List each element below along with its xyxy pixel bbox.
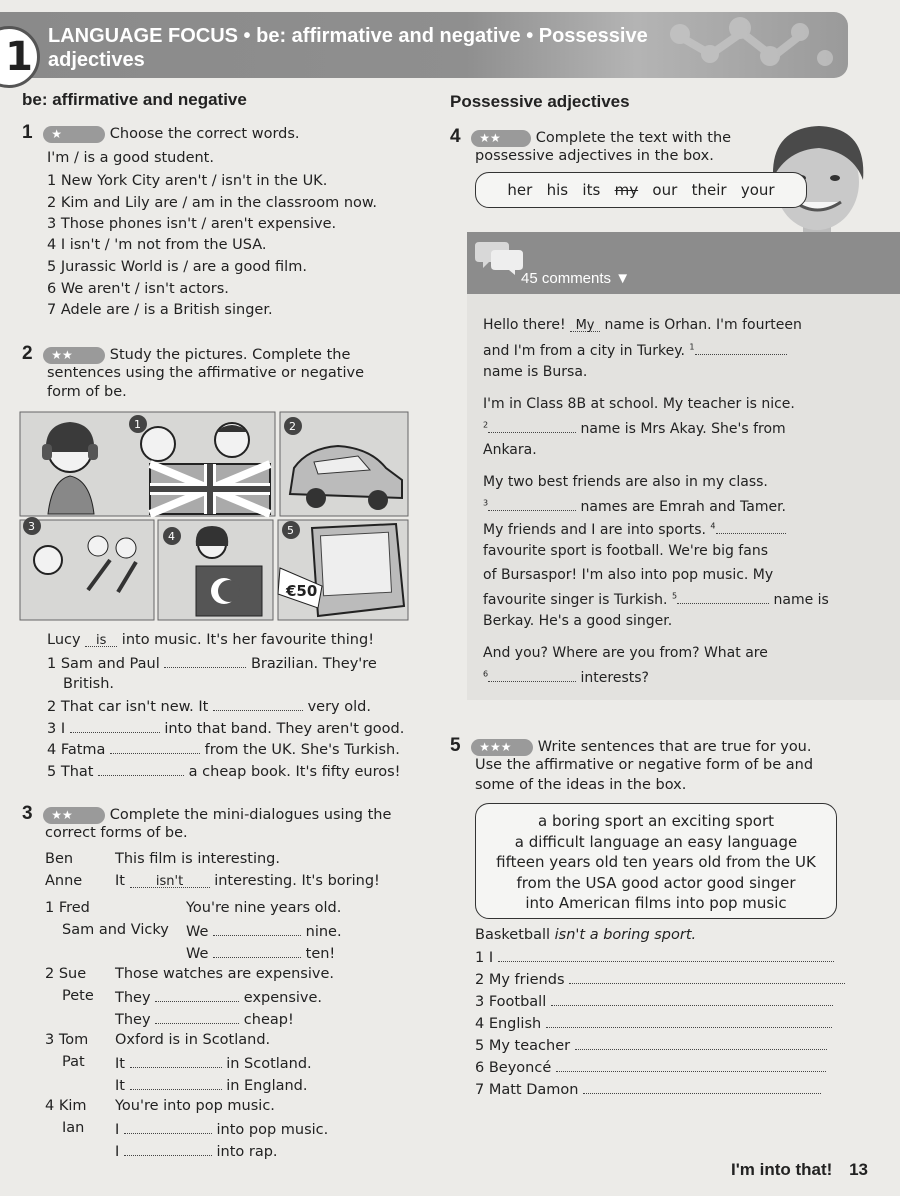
picture-label: 3 xyxy=(28,520,35,533)
answer-blank[interactable] xyxy=(110,740,200,754)
unit-title: I'm into that! xyxy=(731,1160,833,1179)
exercise-1-example: I'm / is a good student. xyxy=(47,150,214,166)
speaker-name: 3 Tom xyxy=(45,1032,89,1048)
dialogue-line: We nine. xyxy=(186,924,342,940)
speaker-name: Anne xyxy=(45,873,83,889)
speaker-name: Ben xyxy=(45,851,74,867)
ex2-item: 2 That car isn't new. It very old. xyxy=(47,699,371,715)
ex2-item: 1 Sam and Paul Brazilian. They're xyxy=(47,656,377,672)
dialogue-line: Oxford is in Scotland. xyxy=(115,1032,271,1048)
unit-number: 1 xyxy=(0,26,40,88)
exercise-instruction: form of be. xyxy=(47,384,127,400)
picture-label: 2 xyxy=(289,420,296,433)
ex2-item: 5 That a cheap book. It's fifty euros! xyxy=(47,764,401,780)
answer-blank[interactable] xyxy=(213,697,303,711)
dialogue-line: It in Scotland. xyxy=(115,1056,312,1072)
comments-bar xyxy=(467,232,900,294)
dialogue-line: They expensive. xyxy=(115,990,323,1006)
word-option: her xyxy=(507,181,533,199)
blog-line: My two best friends are also in my class. xyxy=(483,474,768,490)
answer-blank[interactable] xyxy=(70,719,160,733)
answer-blank[interactable] xyxy=(569,970,845,984)
blog-line: And you? Where are you from? What are xyxy=(483,645,768,661)
speaker-name: 4 Kim xyxy=(45,1098,87,1114)
dialogue-line: It isn't interesting. It's boring! xyxy=(115,873,380,889)
dialogue-line: They cheap! xyxy=(115,1012,294,1028)
answer-blank[interactable] xyxy=(124,1142,212,1156)
answer-blank[interactable] xyxy=(556,1058,826,1072)
section-heading-be: be: affirmative and negative xyxy=(22,90,247,109)
ex2-item: 4 Fatma from the UK. She's Turkish. xyxy=(47,742,400,758)
ex1-item: 2 Kim and Lily are / am in the classroom now. xyxy=(47,195,378,211)
page-number: 13 xyxy=(849,1160,868,1179)
blog-line: of Bursaspor! I'm also into pop music. My xyxy=(483,567,774,583)
exercise-number: 3 xyxy=(22,803,33,824)
dialogue-line: I into pop music. xyxy=(115,1122,329,1138)
banner-title: LANGUAGE FOCUS • be: affirmative and negative • Possessive adjectives xyxy=(48,25,648,71)
dialogue-line: I into rap. xyxy=(115,1144,278,1160)
exercise-instruction: Write sentences that are true for you. xyxy=(537,739,812,755)
dialogue-line: This film is interesting. xyxy=(115,851,280,867)
ex1-item: 1 New York City aren't / isn't in the UK. xyxy=(47,173,328,189)
answer-blank[interactable] xyxy=(546,1014,832,1028)
blog-line: $^3$ names are Emrah and Tamer. xyxy=(483,498,787,515)
exercise-instruction: Choose the correct words. xyxy=(109,126,300,142)
unit-banner xyxy=(0,12,848,78)
section-heading-possessive: Possessive adjectives xyxy=(450,92,630,111)
dialogue-line: It in England. xyxy=(115,1078,308,1094)
blog-line: name is Bursa. xyxy=(483,364,588,380)
word-option: their xyxy=(691,181,727,199)
exercise-instruction: Complete the text with the xyxy=(535,130,732,146)
exercise-instruction: Use the affirmative or negative form of be and xyxy=(475,757,814,773)
word-option: your xyxy=(740,181,775,199)
answer-blank[interactable] xyxy=(498,948,834,962)
difficulty-stars: ★★ xyxy=(471,130,531,147)
blog-line: My friends and I are into sports. $^4$ xyxy=(483,520,786,538)
answer-blank[interactable] xyxy=(575,1036,827,1050)
answer-blank[interactable] xyxy=(716,520,786,534)
answer-blank[interactable] xyxy=(130,1054,222,1068)
answer-blank[interactable] xyxy=(551,992,833,1006)
difficulty-stars: ★★★ xyxy=(471,739,533,756)
answer-blank[interactable] xyxy=(213,944,301,958)
blog-line: favourite singer is Turkish. $^5$ name is xyxy=(483,591,829,608)
exercise-5-example: Basketball isn't a boring sport. xyxy=(475,927,697,943)
dialogue-line: Those watches are expensive. xyxy=(115,966,334,982)
answer-blank[interactable] xyxy=(130,1076,222,1090)
blog-line: Ankara. xyxy=(483,442,537,458)
exercise-instruction: Complete the mini-dialogues using the xyxy=(109,807,392,823)
word-option: its xyxy=(582,181,601,199)
speaker-name: Pete xyxy=(62,988,94,1004)
exercise-instruction: possessive adjectives in the box. xyxy=(475,148,714,164)
blog-line: Berkay. He's a good singer. xyxy=(483,613,673,629)
dialogue-line: You're nine years old. xyxy=(186,900,342,916)
answer-blank[interactable] xyxy=(677,590,769,604)
speaker-name: Sam and Vicky xyxy=(62,922,169,938)
answer-blank[interactable] xyxy=(164,654,246,668)
difficulty-stars: ★ xyxy=(43,126,105,143)
exercise-5-header xyxy=(450,735,811,757)
exercise-instruction: some of the ideas in the box. xyxy=(475,777,687,793)
comments-count[interactable]: 45 comments ▼ xyxy=(521,270,631,287)
blog-line: $^2$ name is Mrs Akay. She's from xyxy=(483,420,786,437)
answer-blank[interactable] xyxy=(155,1010,239,1024)
blog-line: favourite sport is football. We're big fans xyxy=(483,543,768,559)
possessive-word-box xyxy=(475,172,807,208)
page-footer xyxy=(731,1160,868,1180)
ex5-item: 4 English xyxy=(475,1014,832,1032)
answer-blank[interactable] xyxy=(155,988,239,1002)
difficulty-stars: ★★ xyxy=(43,807,105,824)
exercise-1-header xyxy=(22,122,300,144)
ex1-item: 4 I isn't / 'm not from the USA. xyxy=(47,237,267,253)
answer-blank[interactable] xyxy=(124,1120,212,1134)
answer-blank[interactable] xyxy=(695,341,787,355)
blog-line: $^6$ interests? xyxy=(483,669,649,686)
ex5-item: 7 Matt Damon xyxy=(475,1080,821,1098)
speaker-name: 2 Sue xyxy=(45,966,87,982)
picture-label: 4 xyxy=(168,530,175,543)
idea-line: a boring sport an exciting sport xyxy=(538,812,774,830)
ex1-item: 6 We aren't / isn't actors. xyxy=(47,281,229,297)
ex1-item: 5 Jurassic World is / are a good film. xyxy=(47,259,307,275)
ex5-item: 3 Football xyxy=(475,992,833,1010)
ex5-item: 6 Beyoncé xyxy=(475,1058,826,1076)
price-tag: €50 xyxy=(286,582,318,600)
answer-blank[interactable] xyxy=(488,497,576,511)
exercise-4-header xyxy=(450,126,731,148)
word-option-used: my xyxy=(614,181,639,199)
answer-blank[interactable] xyxy=(98,762,184,776)
picture-label: 1 xyxy=(134,418,141,431)
blog-line: and I'm from a city in Turkey. $^1$ xyxy=(483,341,787,359)
exercise-instruction: correct forms of be. xyxy=(45,825,188,841)
exercise-number: 5 xyxy=(450,735,461,756)
ex2-item-continued: British. xyxy=(63,676,115,692)
difficulty-stars: ★★ xyxy=(43,347,105,364)
answer-blank[interactable] xyxy=(488,668,576,682)
exercise-2-pictures xyxy=(18,410,410,622)
word-option: his xyxy=(546,181,569,199)
idea-line: a difficult language an easy language xyxy=(514,832,798,851)
exercise-number: 1 xyxy=(22,122,33,143)
exercise-2-header xyxy=(22,343,350,365)
answer-blank[interactable] xyxy=(583,1080,821,1094)
idea-line: fifteen years old ten years old from the UK xyxy=(496,853,816,871)
exercise-3-header xyxy=(22,803,391,825)
ex5-item: 1 I xyxy=(475,948,834,966)
ex2-item: 3 I into that band. They aren't good. xyxy=(47,721,405,737)
exercise-number: 4 xyxy=(450,126,461,147)
dialogue-line: We ten! xyxy=(186,946,336,962)
dialogue-line: You're into pop music. xyxy=(115,1098,275,1114)
picture-label: 5 xyxy=(287,524,294,537)
speaker-name: 1 Fred xyxy=(45,900,90,916)
ex1-item: 7 Adele are / is a British singer. xyxy=(47,302,273,318)
ex5-item: 5 My teacher xyxy=(475,1036,827,1054)
word-option: our xyxy=(652,181,678,199)
idea-line: from the USA good actor good singer xyxy=(516,873,796,892)
speech-bubbles-icon xyxy=(475,238,525,276)
exercise-2-example: Lucy is into music. It's her favourite thing! xyxy=(47,632,375,648)
blog-line: I'm in Class 8B at school. My teacher is nice. xyxy=(483,396,795,412)
blog-line: Hello there! My name is Orhan. I'm fourteen xyxy=(483,317,802,333)
ex1-item: 3 Those phones isn't / aren't expensive. xyxy=(47,216,337,232)
exercise-instruction: Study the pictures. Complete the xyxy=(109,347,351,363)
speaker-name: Ian xyxy=(62,1120,85,1136)
answer-blank[interactable] xyxy=(213,922,301,936)
answer-blank[interactable] xyxy=(488,419,576,433)
ideas-box xyxy=(475,803,837,919)
idea-line: into American films into pop music xyxy=(525,894,787,912)
exercise-instruction: sentences using the affirmative or negative xyxy=(47,365,365,381)
speaker-name: Pat xyxy=(62,1054,85,1070)
ex5-item: 2 My friends xyxy=(475,970,845,988)
exercise-number: 2 xyxy=(22,343,33,364)
